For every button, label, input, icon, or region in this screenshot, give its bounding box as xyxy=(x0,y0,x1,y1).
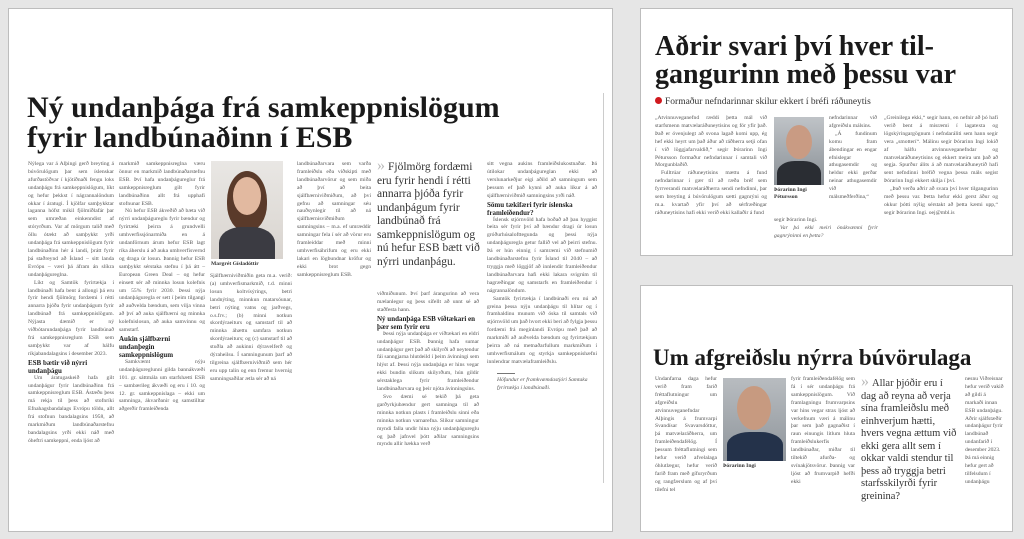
article-column xyxy=(655,376,717,495)
article-clipping-exemption xyxy=(8,8,613,532)
caption-line: Þórarinn Ingi xyxy=(774,187,807,193)
paragraph: Sjálfbærniviðmiðin geta m.a. verið: (a) umhverfismarkmið, t.d. minni losun koltvísýrings, betri landnýting, minnkun matarsóunar, betri nýting vatns og jarðvegs, o.s.frv.; (b) minni notkun skordýraeiturs og samstarf til að minnka áhættu samfara notkun skordýraeiturs; og (c) samstarf til að stuðla að aukinni dýravelferð og dýraheilsu. Í samningunum þarf að tilgreina sjálfbærniviðmið sem hér eru upp talin og enn fremur hvernig samningsaðilar ætla sér að ná xyxy=(210,273,292,382)
paragraph: Þessi nýja undanþága er víðtækari en eldri undanþágur ESB. Þannig hafa sumar undanþágur gert það að skilyrði að neytendur fái sanngjarna hlutdeild í þeim ávinningi sem hlýst af. Þessi nýja undanþága er hins vegar ekki bundin slíkum skilyrðum, hún gildir sérstaklega fyrir framleiðendur landbúnaðarvara og þeir njóta ávinningsins. xyxy=(377,330,479,393)
headline-line: gangurinn með þessu var xyxy=(655,59,957,90)
paragraph: Nýlega var á Alþingi gerð breyting á búvörulögum þar sem íslenskar afurðastöðvar í kjötiðnaði fengu loks undanþágu frá samkeppnislögum, líkt og hefur þekkst í nágrannalöndum okkar í áratugi. Í kjölfar samþykktar laganna hófst mikil fjölmiðlafár þar sem umræðan einkenndist af stóryrðum. Var af mörgum talið með öllu ótækt að samþykkt yrði undanþága frá samkeppnislögum fyrir landbúnaðinn hér á landi, þrátt fyrir þá staðreynd að Ísland – sitt landa Evrópu – væri þá áfram án slíkra undanþágureglna. xyxy=(28,161,114,278)
shoulders-shape xyxy=(727,432,783,461)
shoulders-shape xyxy=(219,227,275,259)
headline: Um afgreiðslu nýrra búvörulaga xyxy=(653,345,972,370)
author-photo xyxy=(211,161,283,259)
paragraph: Íslensk stjórnvöld hafa boðað að þau hyggist beita sér fyrir því að bændur dragi úr losun gróðurhúsalofttegunda og þessi nýja undanþáguregla getur fallið vel að þeirri stefnu. Þá er hún einnig í samræmi við stefnumið landbúnaðarstefnu fyrir Ísland til 2040 – að tryggja með löggjöf að innlendir framleiðendur landbúnaðarvara hafi ekki lakara svigrúm til hagræðingar og samstarfs en framleiðendur í nágrannalöndum. xyxy=(487,216,597,294)
paragraph: Fulltrúar ráðuneytisins mættu á fund nefndarinnar í gær til að ræða bréf sem fyrrverandi matvælaráðherra sendi nefndinni, þar sem breyting á búvörulögum sætti gagnrýni og m.a. kvartað yfir því að sérfræðingar ráðuneytisins hafi ekki verið ekki kallaðir á fund xyxy=(655,170,767,216)
paragraph: segir Þórarinn Ingi. xyxy=(774,217,818,223)
pull-quote-text: Allar þjóðir eru í dag að reyna að verja sína framleiðslu með einhverjum hætti, hvers vegna ættum við ekki gera allt sem í okkar valdi stendur til þess að tryggja betri starfsskilyrði fyrir greinina? xyxy=(861,378,957,502)
paragraph: Undanfarna daga hefur verið fram farið fréttaflutningur um afgreiðslu atvinnuveganefndar Alþingis á frumvarpi Svandísar Svavarsdóttur, þá matvælaráðherra, um framleiðendafélög. Í þessum fréttaflutningi sem hefur verið afvelalaga óhlutlægur, hefur verið farið fram með gífuryrðum og rangfærslum og af því tilefni tel xyxy=(655,376,717,493)
paragraph: Samtök fyrirtækja í landbúnaði eru nú að greina þessa nýju undanþágu til hlítar og í framhaldinu munum við óska til samtals við stjórnvöld um það hvort ekki beri að fylgja þessu fordæmi frá meginlandi Evrópu með það að markmiði að auðvelda bændum og fyrirtækjum þeirra að ná metnaðarfullum markmiðum í umhverfismálum og styrkja samkeppnishæfni innlendrar matvælaframleiðslu. xyxy=(487,295,597,365)
headline xyxy=(27,93,500,153)
photo-caption: Margrét Gísladóttir xyxy=(211,261,259,267)
subhead xyxy=(655,97,871,107)
paragraph: Um áratugaskeið hafa gilt undanþágur fyrir landbúnaðinn frá samkeppnisreglum ESB. Ástæðu þess má rekja til þess að stofnríki Efnahagsbandalags Evrópu töldu, allt frá stofnun bandalagsins 1958, að markmiðum landbúnaðarstefnu bandalagsins yrði ekki náð með óheftri samkeppni, enda ljóst að xyxy=(28,374,114,444)
article-column xyxy=(791,376,855,487)
paragraph: sitt vegna aukins framleiðslukostnaðar. Þá útilokar undanþágureglan ekki að verslunarkeðjur eigi aðild að samningum sem þessum ef það kynni að auka líkur á að sjálfbærniviðmið samningsins yrði náð. xyxy=(487,161,597,199)
paragraph: viðmiðunum. Því þarf árangurinn að vera mælanlegur og þess sífellt að unnt sé að staðfesta hann. xyxy=(377,291,479,313)
face-shape xyxy=(233,177,261,215)
author-photo xyxy=(723,378,786,461)
article-column xyxy=(774,217,878,241)
bullet-icon xyxy=(655,97,662,104)
article-column xyxy=(28,161,114,446)
article-column xyxy=(655,115,767,218)
quote-chevron-icon: » xyxy=(861,373,869,390)
pull-quote xyxy=(377,159,481,269)
subhead-text: Formaður nefndarinnar skilur ekkert í bréfi ráðuneytis xyxy=(665,97,871,107)
pull-quote-text: Fjölmörg fordæmi eru fyrir hendi í rétti annarra þjóða fyrir undanþágum fyrir landbúnað frá samkeppnislögum og nú hefur ESB bætt við nýrri undanþágu. xyxy=(377,161,480,268)
shoulders-shape xyxy=(777,161,821,185)
paragraph: fyrir framleiðendafélög sem fá í sér undanþágu frá samkeppnislögum. Við framlagningu frumvarpsins var hins vegar strax ljóst að verkefnum væri á málinu þar sem það gagnaðist í raun einungis litlum hluta framleiðslukerfis landbúnaðar, miðar til tiltekið afurða- og svínakjötsvörur. Þannig var ljóst að frumvarpið hefði ekki xyxy=(791,376,855,485)
article-column xyxy=(965,376,1005,487)
paragraph: Líkt og Samtök fyrirtækja í landbúnaði hafa bent á allongi þá eru fyrir hendi fjölmörg fordæmi í rétti annarra þjóða fyrir undanþágum fyrir landbúnað frá samkeppnislögum. Nýjasta dæmið er ný viðbótarundanþága fyrir landbúnað frá samkeppnisreglum ESB sem samþykkt var af hálfu ríkjabandalagsins í desember 2023. xyxy=(28,279,114,357)
paragraph: Nú hefur ESB ákveðið að bæta við nýrri undanþágureglu fyrir bændur og fyrirtæki þeirra á grundvelli umhverfissjónarmiða en á undanförnum árum hefur ESB lagt ríka áherslu á að auka umhverfisvernd og draga úr losun. Þannig hefur ESB samþykkt sérstaka stefnu í þá átt – European Green Deal – og hefur einsett sér að minnka losun kolefnis um 55% fyrir 2030. Þessi nýja undanþáguregla er sett í þeim tilgangi að auðvelda bændum, sem vilja vinna að því að auka sjálfbærni og minnka kolefnislosun, að auka samvinnu og samstarf. xyxy=(119,208,205,334)
headline xyxy=(655,33,956,89)
paragraph: Var þá ekki meiri ónákvæmni fyrir gagnrýninni en þetta? xyxy=(774,224,878,239)
face-shape xyxy=(786,125,812,159)
byline: Höfundur er framkvæmdastjóri Samtaka fyrirtækja í landbúnaði. xyxy=(497,376,588,391)
paragraph: nefndarinnar við afgreiðslu málsins. xyxy=(829,115,877,129)
headline-line: Ný undanþága frá samkeppnislögum xyxy=(27,91,500,124)
subheading: Aukin sjálfbærni undanþegin samkeppnislögum xyxy=(119,334,174,359)
paragraph: Samkvæmt nýju undanþágureglunni gilda bannákvæði 101. gr. sáttmála um starfshætti ESB – sambærileg ákvæði og eru í 10. og 12. gr. samkeppnislaga – ekki um samninga, ákvarðanir og samstilltar aðgerðir framleiðenda xyxy=(119,358,205,413)
paragraph: Svo dæmi sé tekið þá geta garðyrkjubændur gert samninga til að minnka notkun plasts í framleiðslu sinni eða minnka notkun varnarefna. Slíkur samningur myndi falla undir hina nýju undanþágureglu og það jafnvel þótt aðilar samningsins myndu allir hækka verð xyxy=(377,393,479,448)
quote-chevron-icon: » xyxy=(377,157,385,174)
headline-line: Aðrir svari því hver til- xyxy=(655,31,934,62)
headline-line: fyrir landbúnaðinn í ESB xyxy=(27,121,353,154)
article-column xyxy=(119,161,205,414)
article-column xyxy=(377,291,479,449)
article-column xyxy=(884,115,998,218)
divider xyxy=(603,93,604,483)
subheading: Ný undanþága ESB víðtækari en þær sem fyrir eru xyxy=(377,314,476,331)
paragraph: nesnu Viðreisnar hefur verið vakið að gildi á markaði innan ESB undanþágu. Aðrir sjálfstæðir undanþágur fyrir landbúnað undanfarið í desember 2023. Þá má einnig hefur gert að tilfelsdum í undanþágu xyxy=(965,376,1004,485)
byline-rule xyxy=(497,373,515,374)
caption-line: Pétursson xyxy=(774,194,798,200)
paragraph: „Greinilega ekki,“ segir hann, en nefnir að þó hafi verið bent á misræmi í lagatexta og lögskýringargögnum í nefndaráliti sem hann segir vera „smotterí“. Málinu segir Þórarinn Ingi lokið af hálfu atvinnuveganefndar og matvælaráðuneytisins og ekkert meira um það að segja. Spurður álits á að matvælaráðuneytið hafi sent nefndinni bréfið vegna þessa máls segist Þórarinn Ingi ekkert skilja í því. xyxy=(884,115,998,185)
article-column xyxy=(297,161,371,280)
photo-caption xyxy=(774,187,807,201)
paragraph: „Atvinnuveganefnd ræddi þetta mál við starfsmenn matvælaráðuneytisins og fór yfir það. Það er óvenjulegt að svona lagað komi upp, ég hef ekki heyrt um það áður að ráðherra setji ofan í við löggjafarvaldið,“ segir Þórarinn Ingi Pétursson formaður nefndarinnar í samtali við Morgunblaðið. xyxy=(655,115,767,169)
paragraph: markmið samkeppnisreglna væru önnur en markmið landbúnaðarstefnu ESB. Því hafa undanþágureglur frá samkeppnisreglum gilt fyrir landbúnaðinn allt frá upphafi stofnunar ESB. xyxy=(119,161,205,207)
paragraph: landbúnaðarvara sem varða framleiðslu eða viðskipti með landbúnaðarvörur og sem miða að því að beita sjálfbærniviðmiðum, að því gefnu að samningar séu nauðsynlegir til að ná sjálfbærnisviðmiðum samningsins – m.a. ef umræddir samningar fela í sér að vörur eru framleiddar með minni umhverfisáhrifum og eru ekki lakari en lögbundnar kröfur og ekki brot gegn samkeppnisreglum ESB. xyxy=(297,161,371,278)
subheading: Sömu tækifæri fyrir íslenska framleiðendur? xyxy=(487,200,573,217)
article-column xyxy=(487,161,597,393)
photo-caption: Þórarinn Ingi xyxy=(723,463,756,469)
paragraph: „Það verða aðrir að svara því hver tilgangurinn með þessu var. Þetta hefur ekki gerst áður og okkur þótti nýlig sérstakt að þetta kæmi upp,“ segir Þórarinn Ingi. oej@mbl.is xyxy=(884,186,998,216)
article-clipping-opinion xyxy=(640,285,1013,532)
pull-quote xyxy=(861,373,959,503)
paragraph: „Á fundinum komu fram ábendingar en engar efnislegar athugasemdir og heldur ekki gerðar neinar athugasemdir við málsmeðferðina,“ xyxy=(829,130,877,201)
interviewee-photo xyxy=(774,117,824,185)
article-column xyxy=(210,273,292,384)
article-column xyxy=(829,115,877,202)
article-clipping-interview xyxy=(640,8,1013,256)
subheading: ESB bætir við nýrri undanþágu xyxy=(28,358,88,375)
face-shape xyxy=(737,386,771,430)
